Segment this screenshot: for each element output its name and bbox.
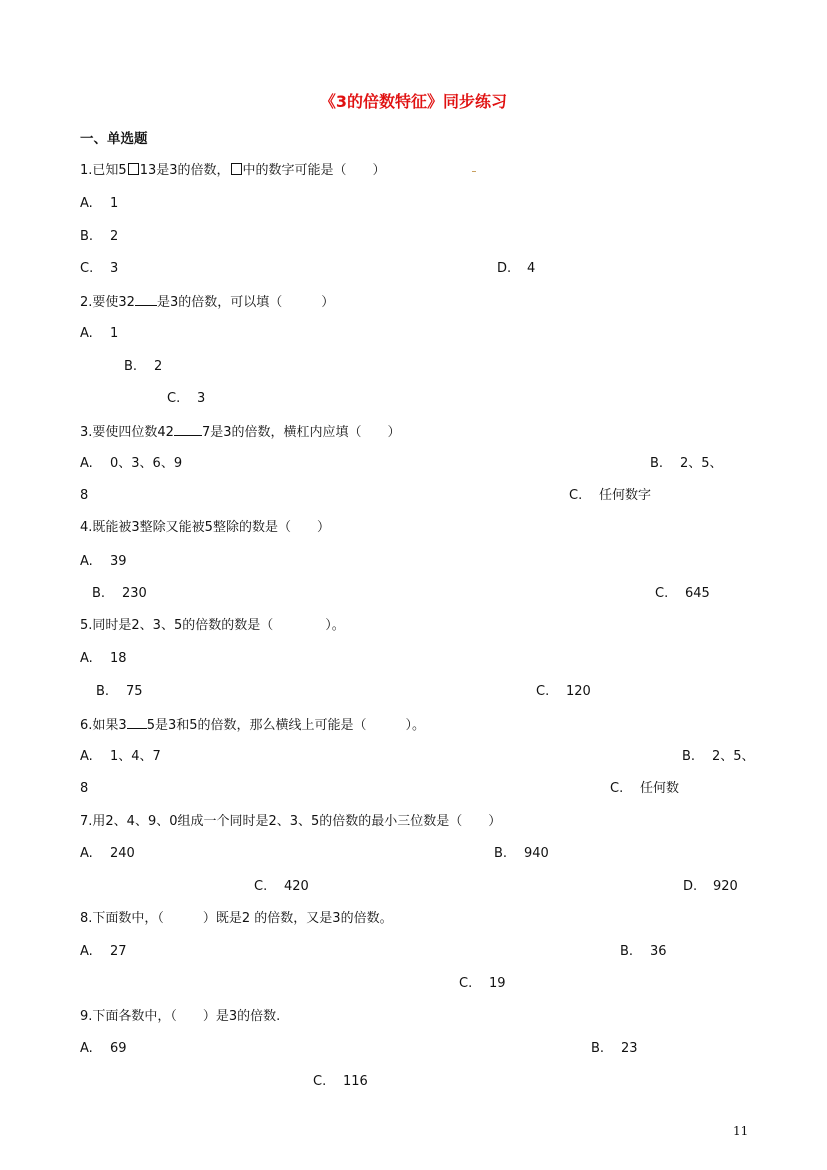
q5-option-b[interactable]: [96, 684, 143, 700]
option-letter: C.: [536, 684, 550, 699]
option-value: 2: [110, 229, 119, 244]
box-placeholder-icon: [231, 163, 242, 175]
q1-option-a[interactable]: [80, 196, 118, 212]
question-6: [80, 716, 425, 734]
option-value: 任何数: [640, 781, 680, 796]
q6-option-c[interactable]: [610, 781, 679, 797]
option-letter: A.: [80, 456, 93, 471]
q3-option-c[interactable]: [569, 488, 651, 504]
q4-option-a[interactable]: [80, 554, 127, 570]
option-letter: A.: [80, 651, 93, 666]
option-value: 1、4、7: [110, 749, 161, 764]
option-letter: A.: [80, 846, 93, 861]
option-letter: C.: [459, 976, 473, 991]
option-letter: D.: [497, 261, 512, 276]
option-value: 75: [126, 684, 143, 699]
option-value: 420: [284, 879, 309, 894]
question-1-text-post: 13是3的倍数，: [139, 163, 230, 178]
option-letter: B.: [650, 456, 664, 471]
answer-blank: [174, 423, 202, 436]
option-letter: C.: [655, 586, 669, 601]
option-value: 3: [110, 261, 119, 276]
option-value: 0、3、6、9: [110, 456, 183, 471]
question-1: [80, 163, 386, 179]
q1-option-b[interactable]: [80, 229, 118, 245]
option-letter: A.: [80, 749, 93, 764]
page-title: 《3的倍数特征》同步练习: [319, 92, 508, 111]
question-6-text-pre: 6.如果3: [80, 718, 127, 733]
option-value: 116: [343, 1074, 368, 1089]
q9-option-b[interactable]: [591, 1041, 638, 1057]
option-value: 任何数字: [599, 488, 652, 503]
question-3-text-post: 7是3的倍数，横杠内应填（ ）: [201, 425, 401, 440]
option-letter: A.: [80, 326, 93, 341]
question-7: 7.用2、4、9、0组成一个同时是2、3、5的倍数的最小三位数是（ ）: [80, 814, 502, 829]
question-3: [80, 423, 401, 441]
q2-option-b[interactable]: [124, 359, 162, 375]
section-heading: 一、单选题: [80, 131, 148, 147]
option-value: 27: [110, 944, 127, 959]
option-value: 4: [527, 261, 536, 276]
answer-blank: [127, 716, 147, 729]
question-5: 5.同时是2、3、5的倍数的数是（ ）。: [80, 618, 345, 633]
option-value: 36: [650, 944, 667, 959]
option-letter: C.: [610, 781, 624, 796]
q8-option-a[interactable]: [80, 944, 127, 960]
option-value: 920: [713, 879, 738, 894]
q1-option-c[interactable]: [80, 261, 118, 277]
q8-option-c[interactable]: [459, 976, 506, 992]
option-value: 69: [110, 1041, 127, 1056]
option-letter: A.: [80, 944, 93, 959]
q6-option-b[interactable]: [682, 749, 755, 765]
option-value: 940: [524, 846, 549, 861]
option-letter: B.: [682, 749, 696, 764]
q5-option-c[interactable]: [536, 684, 591, 700]
question-2-text-post: 是3的倍数，可以填（ ）: [156, 295, 335, 310]
stray-mark: [472, 171, 476, 172]
option-value: 19: [489, 976, 506, 991]
q2-option-a[interactable]: [80, 326, 118, 342]
page-number: 11: [733, 1124, 749, 1138]
option-value: 39: [110, 554, 127, 569]
question-4: 4.既能被3整除又能被5整除的数是（ ）: [80, 520, 330, 535]
q7-option-d[interactable]: [683, 879, 738, 895]
option-letter: A.: [80, 1041, 93, 1056]
q7-option-c[interactable]: [254, 879, 309, 895]
option-value: 120: [566, 684, 591, 699]
option-letter: A.: [80, 554, 93, 569]
option-letter: D.: [683, 879, 698, 894]
q6-option-b-continued: 8: [80, 781, 89, 796]
question-6-text-post: 5是3和5的倍数，那么横线上可能是（ ）。: [146, 718, 426, 733]
option-letter: A.: [80, 196, 93, 211]
question-2-text-pre: 2.要使32: [80, 295, 135, 310]
q6-option-a[interactable]: [80, 749, 161, 765]
q3-option-b-continued: 8: [80, 488, 89, 503]
q3-option-b[interactable]: [650, 456, 723, 472]
option-letter: B.: [80, 229, 94, 244]
option-value: 240: [110, 846, 135, 861]
option-value: 645: [685, 586, 710, 601]
option-letter: B.: [494, 846, 508, 861]
option-letter: B.: [124, 359, 138, 374]
question-2: [80, 293, 334, 311]
option-letter: C.: [569, 488, 583, 503]
q7-option-b[interactable]: [494, 846, 549, 862]
option-value: 1: [110, 196, 119, 211]
q4-option-c[interactable]: [655, 586, 710, 602]
option-letter: C.: [313, 1074, 327, 1089]
q9-option-a[interactable]: [80, 1041, 127, 1057]
answer-blank: [135, 293, 157, 306]
q8-option-b[interactable]: [620, 944, 667, 960]
q7-option-a[interactable]: [80, 846, 135, 862]
q2-option-c[interactable]: [167, 391, 205, 407]
option-value: 3: [197, 391, 206, 406]
q4-option-b[interactable]: [92, 586, 147, 602]
option-letter: C.: [80, 261, 94, 276]
question-8: 8.下面数中，（ ）既是2 的倍数，又是3的倍数。: [80, 911, 393, 926]
option-letter: B.: [620, 944, 634, 959]
option-value: 23: [621, 1041, 638, 1056]
option-letter: B.: [96, 684, 110, 699]
question-9: 9.下面各数中，（ ）是3的倍数.: [80, 1009, 281, 1024]
option-letter: B.: [92, 586, 106, 601]
option-value: 1: [110, 326, 119, 341]
option-value: 2、5、: [712, 749, 755, 764]
question-1-text-post2: 中的数字可能是（ ）: [242, 163, 386, 178]
option-letter: C.: [254, 879, 268, 894]
option-value: 18: [110, 651, 127, 666]
question-1-text-pre: 1.已知5: [80, 163, 127, 178]
option-letter: C.: [167, 391, 181, 406]
q3-option-a[interactable]: [80, 456, 182, 472]
question-3-text-pre: 3.要使四位数42: [80, 425, 174, 440]
q5-option-a[interactable]: [80, 651, 127, 667]
q1-option-d[interactable]: [497, 261, 535, 277]
option-value: 230: [122, 586, 147, 601]
option-value: 2: [154, 359, 163, 374]
box-placeholder-icon: [128, 163, 139, 175]
option-value: 2、5、: [680, 456, 723, 471]
option-letter: B.: [591, 1041, 605, 1056]
q9-option-c[interactable]: [313, 1074, 368, 1090]
